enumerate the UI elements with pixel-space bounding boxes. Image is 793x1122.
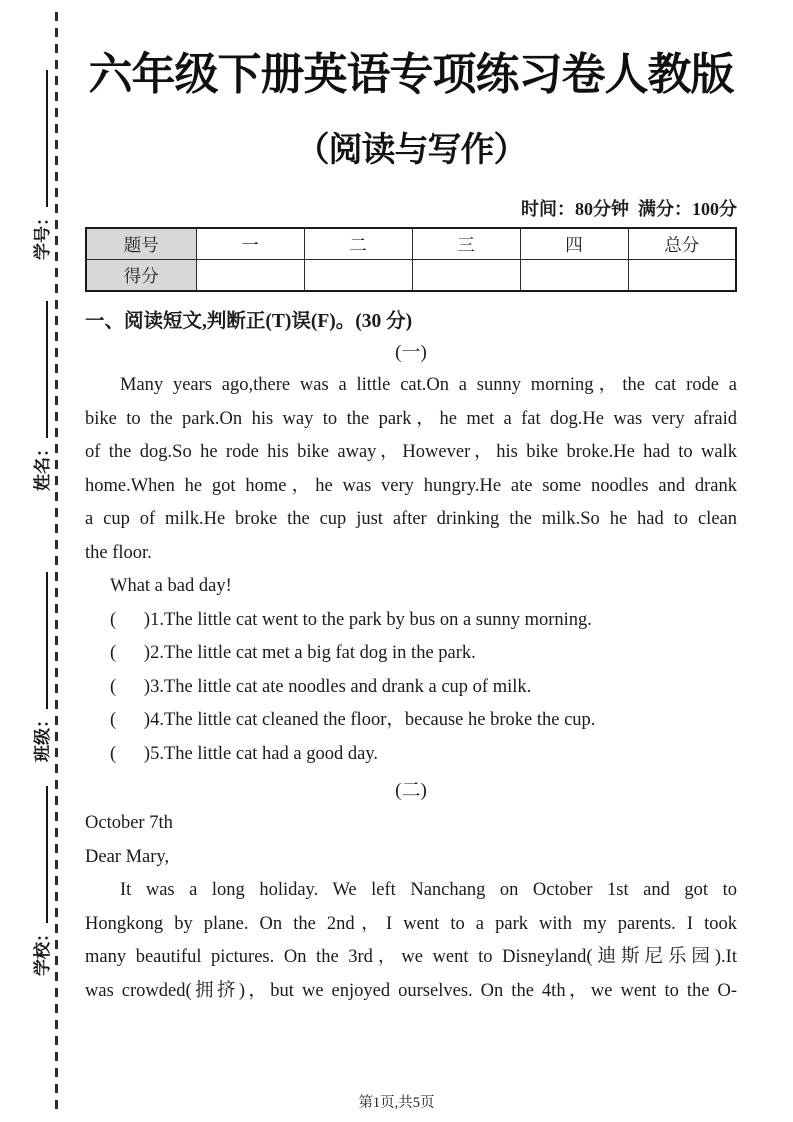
passage-line: the floor. (85, 542, 152, 563)
class-blank-line (32, 572, 47, 709)
letter-line: was crowded(拥挤)，but we enjoyed ourselves. On the 4th，we went to the O- (85, 980, 737, 1001)
page-number-footer: 第1页,共5页 (358, 1095, 435, 1111)
passage-line: a cup of milk.He broke the cup just after drinking the milk.So he had to clean (85, 509, 737, 529)
score-cell-3 (412, 260, 520, 292)
school-label: 学校： (32, 925, 52, 976)
true-false-question-4: ( )4.The little cat cleaned the floor，because he broke the cup. (110, 710, 596, 730)
student-id-label: 学号： (32, 209, 52, 260)
seal-dashed-line (55, 12, 58, 1110)
score-cell-total (628, 260, 736, 292)
passage-one-questions (85, 604, 737, 772)
section-4-header: 四 (520, 228, 628, 260)
main-content (85, 0, 737, 1008)
student-id-blank-line (32, 70, 47, 207)
letter-salutation-line: Dear Mary, (85, 846, 170, 867)
passage-one-text (85, 369, 737, 604)
section-3-header: 三 (412, 228, 520, 260)
score-row-label: 得分 (86, 260, 196, 292)
section-one-heading: 一、阅读短文,判断正(T)误(F)。(30 分) (85, 311, 413, 332)
student-id-field (28, 70, 52, 260)
page-subtitle: （阅读与写作） (295, 132, 527, 169)
passage-two-label: (二) (395, 780, 427, 801)
score-table (85, 227, 737, 292)
true-false-question-2: ( )2.The little cat met a big fat dog in the park. (110, 643, 476, 663)
letter-line: Hongkong by plane. On the 2nd，I went to a park with my parents. I took (85, 913, 737, 934)
question-number-header: 题号 (86, 228, 196, 260)
letter-date-line: October 7th (85, 813, 173, 833)
section-1-header: 一 (196, 228, 304, 260)
school-blank-line (32, 786, 47, 923)
total-score-header: 总分 (628, 228, 736, 260)
name-blank-line (32, 301, 47, 438)
passage-one-label: (一) (395, 342, 427, 363)
school-field (28, 786, 52, 976)
class-field (28, 572, 52, 762)
true-false-question-5: ( )5.The little cat had a good day. (110, 743, 378, 764)
passage-line: home.When he got home，he was very hungry.He ate some noodles and drank (85, 475, 737, 496)
letter-line: It was a long holiday. We left Nanchang on October 1st and got to (120, 880, 737, 900)
name-field (28, 301, 52, 491)
score-table-header-row (86, 228, 736, 260)
passage-line: Many years ago,there was a little cat.On a sunny morning，the cat rode a (120, 375, 737, 395)
name-label: 姓名： (32, 440, 52, 491)
score-cell-2 (304, 260, 412, 292)
exam-time-score-info: 时间：80分钟 满分：100分 (521, 199, 737, 219)
true-false-question-1: ( )1.The little cat went to the park by bus on a sunny morning. (110, 609, 592, 630)
section-2-header: 二 (304, 228, 412, 260)
class-label: 班级： (32, 711, 52, 762)
true-false-question-3: ( )3.The little cat ate noodles and drank a cup of milk. (110, 676, 532, 697)
passage-exclaim-line: What a bad day! (110, 576, 232, 596)
letter-line: many beautiful pictures. On the 3rd，we went to Disneyland(迪斯尼乐园).It (85, 947, 737, 967)
passage-line: bike to the park.On his way to the park，he met a fat dog.He was very afraid (85, 408, 737, 429)
passage-two-text (85, 807, 737, 1008)
score-cell-4 (520, 260, 628, 292)
page-title: 六年级下册英语专项练习卷人教版 (88, 50, 734, 99)
score-cell-1 (196, 260, 304, 292)
passage-line: of the dog.So he rode his bike away，However，his bike broke.He had to walk (85, 442, 737, 462)
score-table-score-row (86, 260, 736, 292)
